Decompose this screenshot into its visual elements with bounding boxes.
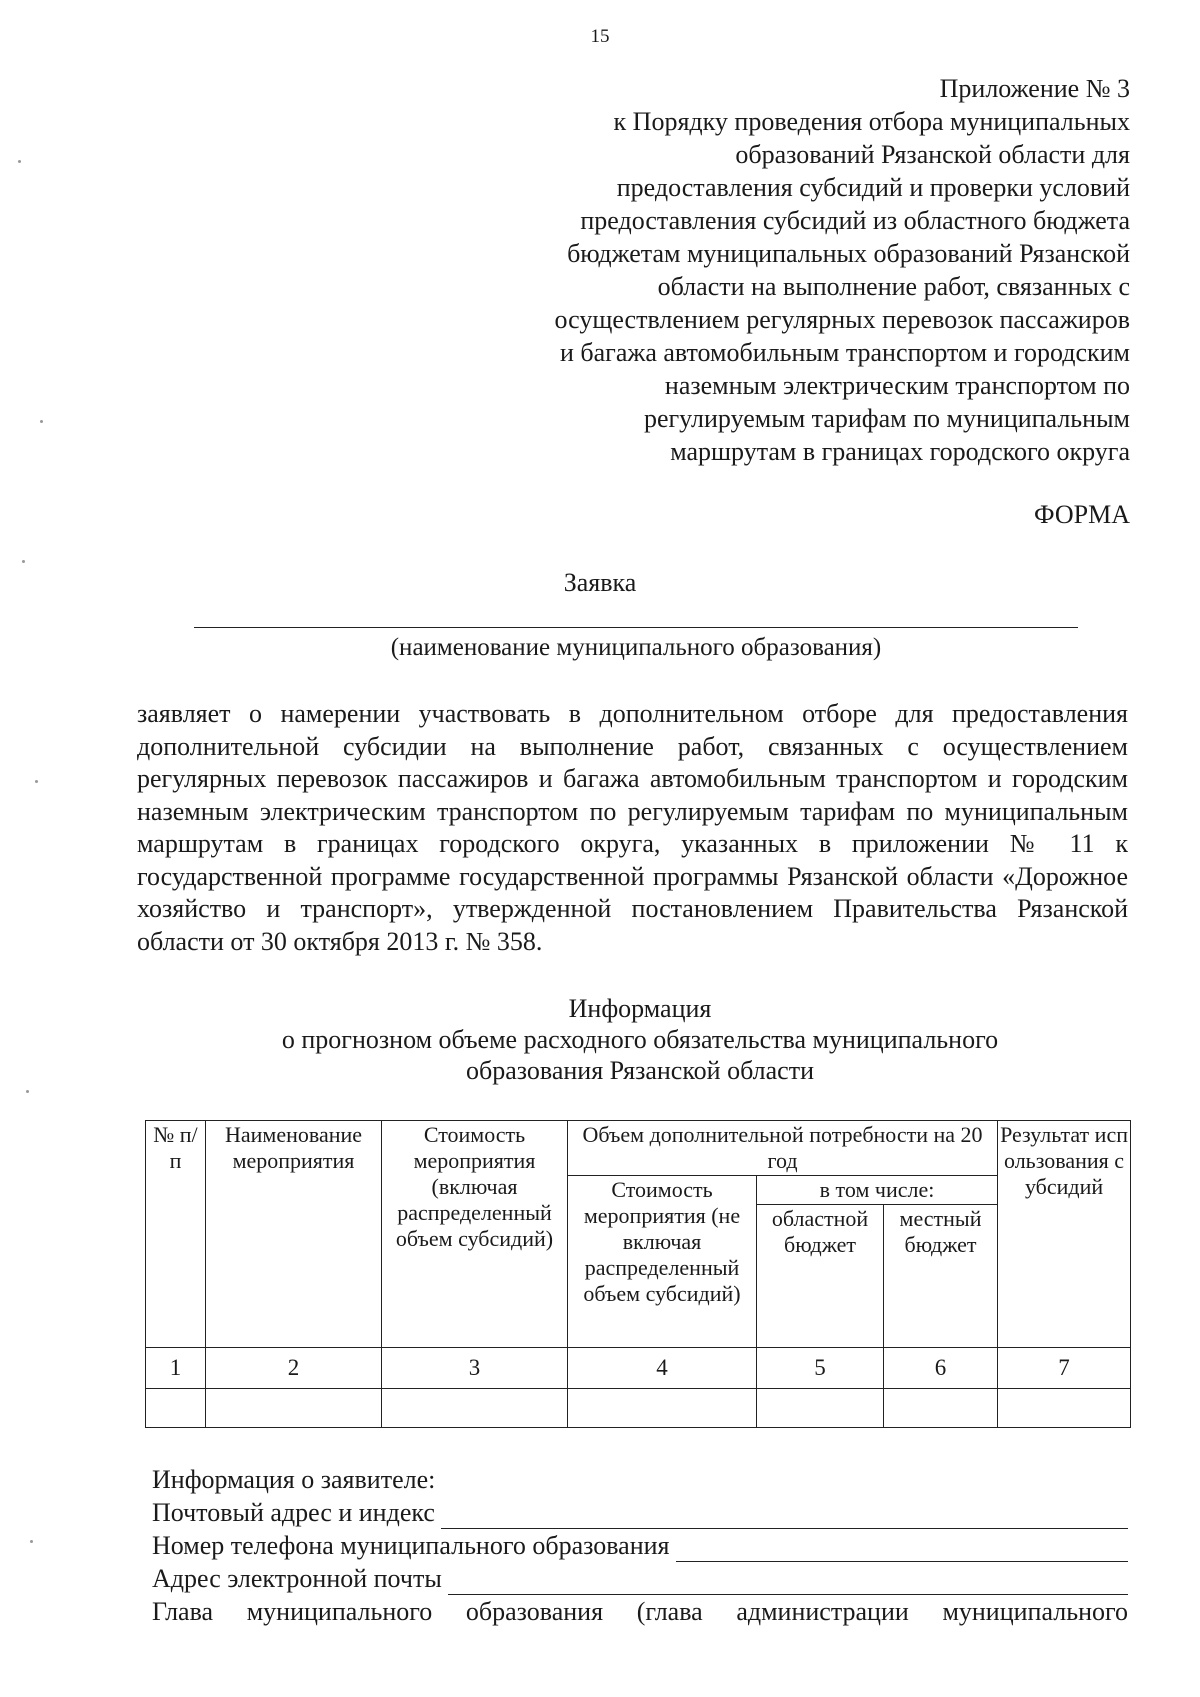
appendix-line: наземным электрическим транспортом по — [664, 371, 1130, 400]
appendix-line: маршрутам в границах городского округа — [670, 437, 1130, 466]
column-number: 3 — [382, 1348, 568, 1389]
table-cell[interactable] — [146, 1389, 206, 1428]
table-cell[interactable] — [998, 1389, 1131, 1428]
info-title-line: Информация — [568, 994, 712, 1023]
header-additional-need: Объем дополнительной потребности на 20 год — [568, 1121, 998, 1176]
municipality-name-line — [194, 627, 1078, 628]
table-cell[interactable] — [382, 1389, 568, 1428]
scan-speck — [18, 160, 21, 163]
appendix-line: предоставления субсидий из областного бюджета — [580, 206, 1130, 235]
table-row-empty — [146, 1389, 1131, 1428]
scan-speck — [40, 420, 43, 423]
table-cell[interactable] — [757, 1389, 884, 1428]
phone-row — [152, 1529, 1128, 1562]
scan-speck — [26, 1090, 29, 1093]
header-number: № п/п — [146, 1121, 206, 1348]
postal-address-row — [152, 1496, 1128, 1529]
appendix-title: Приложение № 3 — [939, 74, 1130, 103]
appendix-line: осуществлением регулярных перевозок пассажиров — [554, 305, 1130, 334]
email-field[interactable] — [448, 1570, 1128, 1595]
scan-speck — [30, 1540, 33, 1543]
postal-address-field[interactable] — [441, 1504, 1128, 1529]
header-regional-budget: областной бюджет — [757, 1205, 884, 1348]
head-of-municipality-label: Глава муниципального образования (глава администрации муниципального — [152, 1597, 1128, 1626]
column-number: 4 — [568, 1348, 757, 1389]
appendix-line: и багажа автомобильным транспортом и городским — [559, 338, 1130, 367]
appendix-line: к Порядку проведения отбора муниципальных — [613, 107, 1130, 136]
table-cell[interactable] — [568, 1389, 757, 1428]
info-title-line: о прогнозном объеме расходного обязательства муниципального — [281, 1025, 999, 1054]
column-number: 5 — [757, 1348, 884, 1389]
table-cell[interactable] — [884, 1389, 998, 1428]
expenditure-table — [145, 1120, 1131, 1428]
header-event-name: Наименование мероприятия — [206, 1121, 382, 1348]
appendix-line: бюджетам муниципальных образований Рязанской — [567, 239, 1130, 268]
header-result: Результат использования субсидий — [998, 1121, 1131, 1348]
phone-field[interactable] — [676, 1537, 1128, 1562]
appendix-header — [430, 72, 1130, 468]
applicant-header: Информация о заявителе: — [152, 1465, 436, 1494]
scan-speck — [35, 780, 38, 783]
header-cost-excluding: Стоимость мероприятия (не включая распределенный объем субсидий) — [568, 1176, 757, 1348]
appendix-line: предоставления субсидий и проверки условий — [616, 173, 1130, 202]
scan-speck — [22, 560, 25, 563]
info-title — [130, 993, 1150, 1086]
appendix-line: регулируемым тарифам по муниципальным — [643, 404, 1130, 433]
table-cell[interactable] — [206, 1389, 382, 1428]
application-body: заявляет о намерении участвовать в дополнительном отборе для предоставления дополнительной субсидии на выполнение работ, связанных с осуществлением регулярных перевозок пассажиров и багажа автомобильным транспортом и городским наземным электрическим транспортом по регулируемым тарифам по муниципальным маршрутам в границах городского округа, указанных в приложении № 11 к государственной программе государственной программы Рязанской области «Дорожное хозяйство и транспорт», утвержденной постановлением Правительства Рязанской области от 30 октября 2013 г. № 358. — [137, 699, 1128, 956]
applicant-info — [152, 1463, 1128, 1628]
phone-label: Номер телефона муниципального образования — [152, 1531, 670, 1560]
postal-address-label: Почтовый адрес и индекс — [152, 1498, 435, 1527]
column-number: 2 — [206, 1348, 382, 1389]
column-number: 7 — [998, 1348, 1131, 1389]
municipality-caption: (наименование муниципального образования) — [390, 634, 882, 661]
application-title: Заявка — [563, 568, 637, 597]
email-row — [152, 1562, 1128, 1595]
header-event-cost: Стоимость мероприятия (включая распределенный объем субсидий) — [382, 1121, 568, 1348]
form-label: ФОРМА — [1034, 500, 1130, 529]
column-number: 1 — [146, 1348, 206, 1389]
column-number: 6 — [884, 1348, 998, 1389]
page-number: 15 — [590, 26, 610, 47]
header-local-budget: местный бюджет — [884, 1205, 998, 1348]
info-title-line: образования Рязанской области — [466, 1056, 814, 1085]
table-row — [146, 1348, 1131, 1389]
email-label: Адрес электронной почты — [152, 1564, 442, 1593]
appendix-line: образований Рязанской области для — [735, 140, 1130, 169]
appendix-line: области на выполнение работ, связанных с — [657, 272, 1130, 301]
header-including: в том числе: — [757, 1176, 998, 1205]
